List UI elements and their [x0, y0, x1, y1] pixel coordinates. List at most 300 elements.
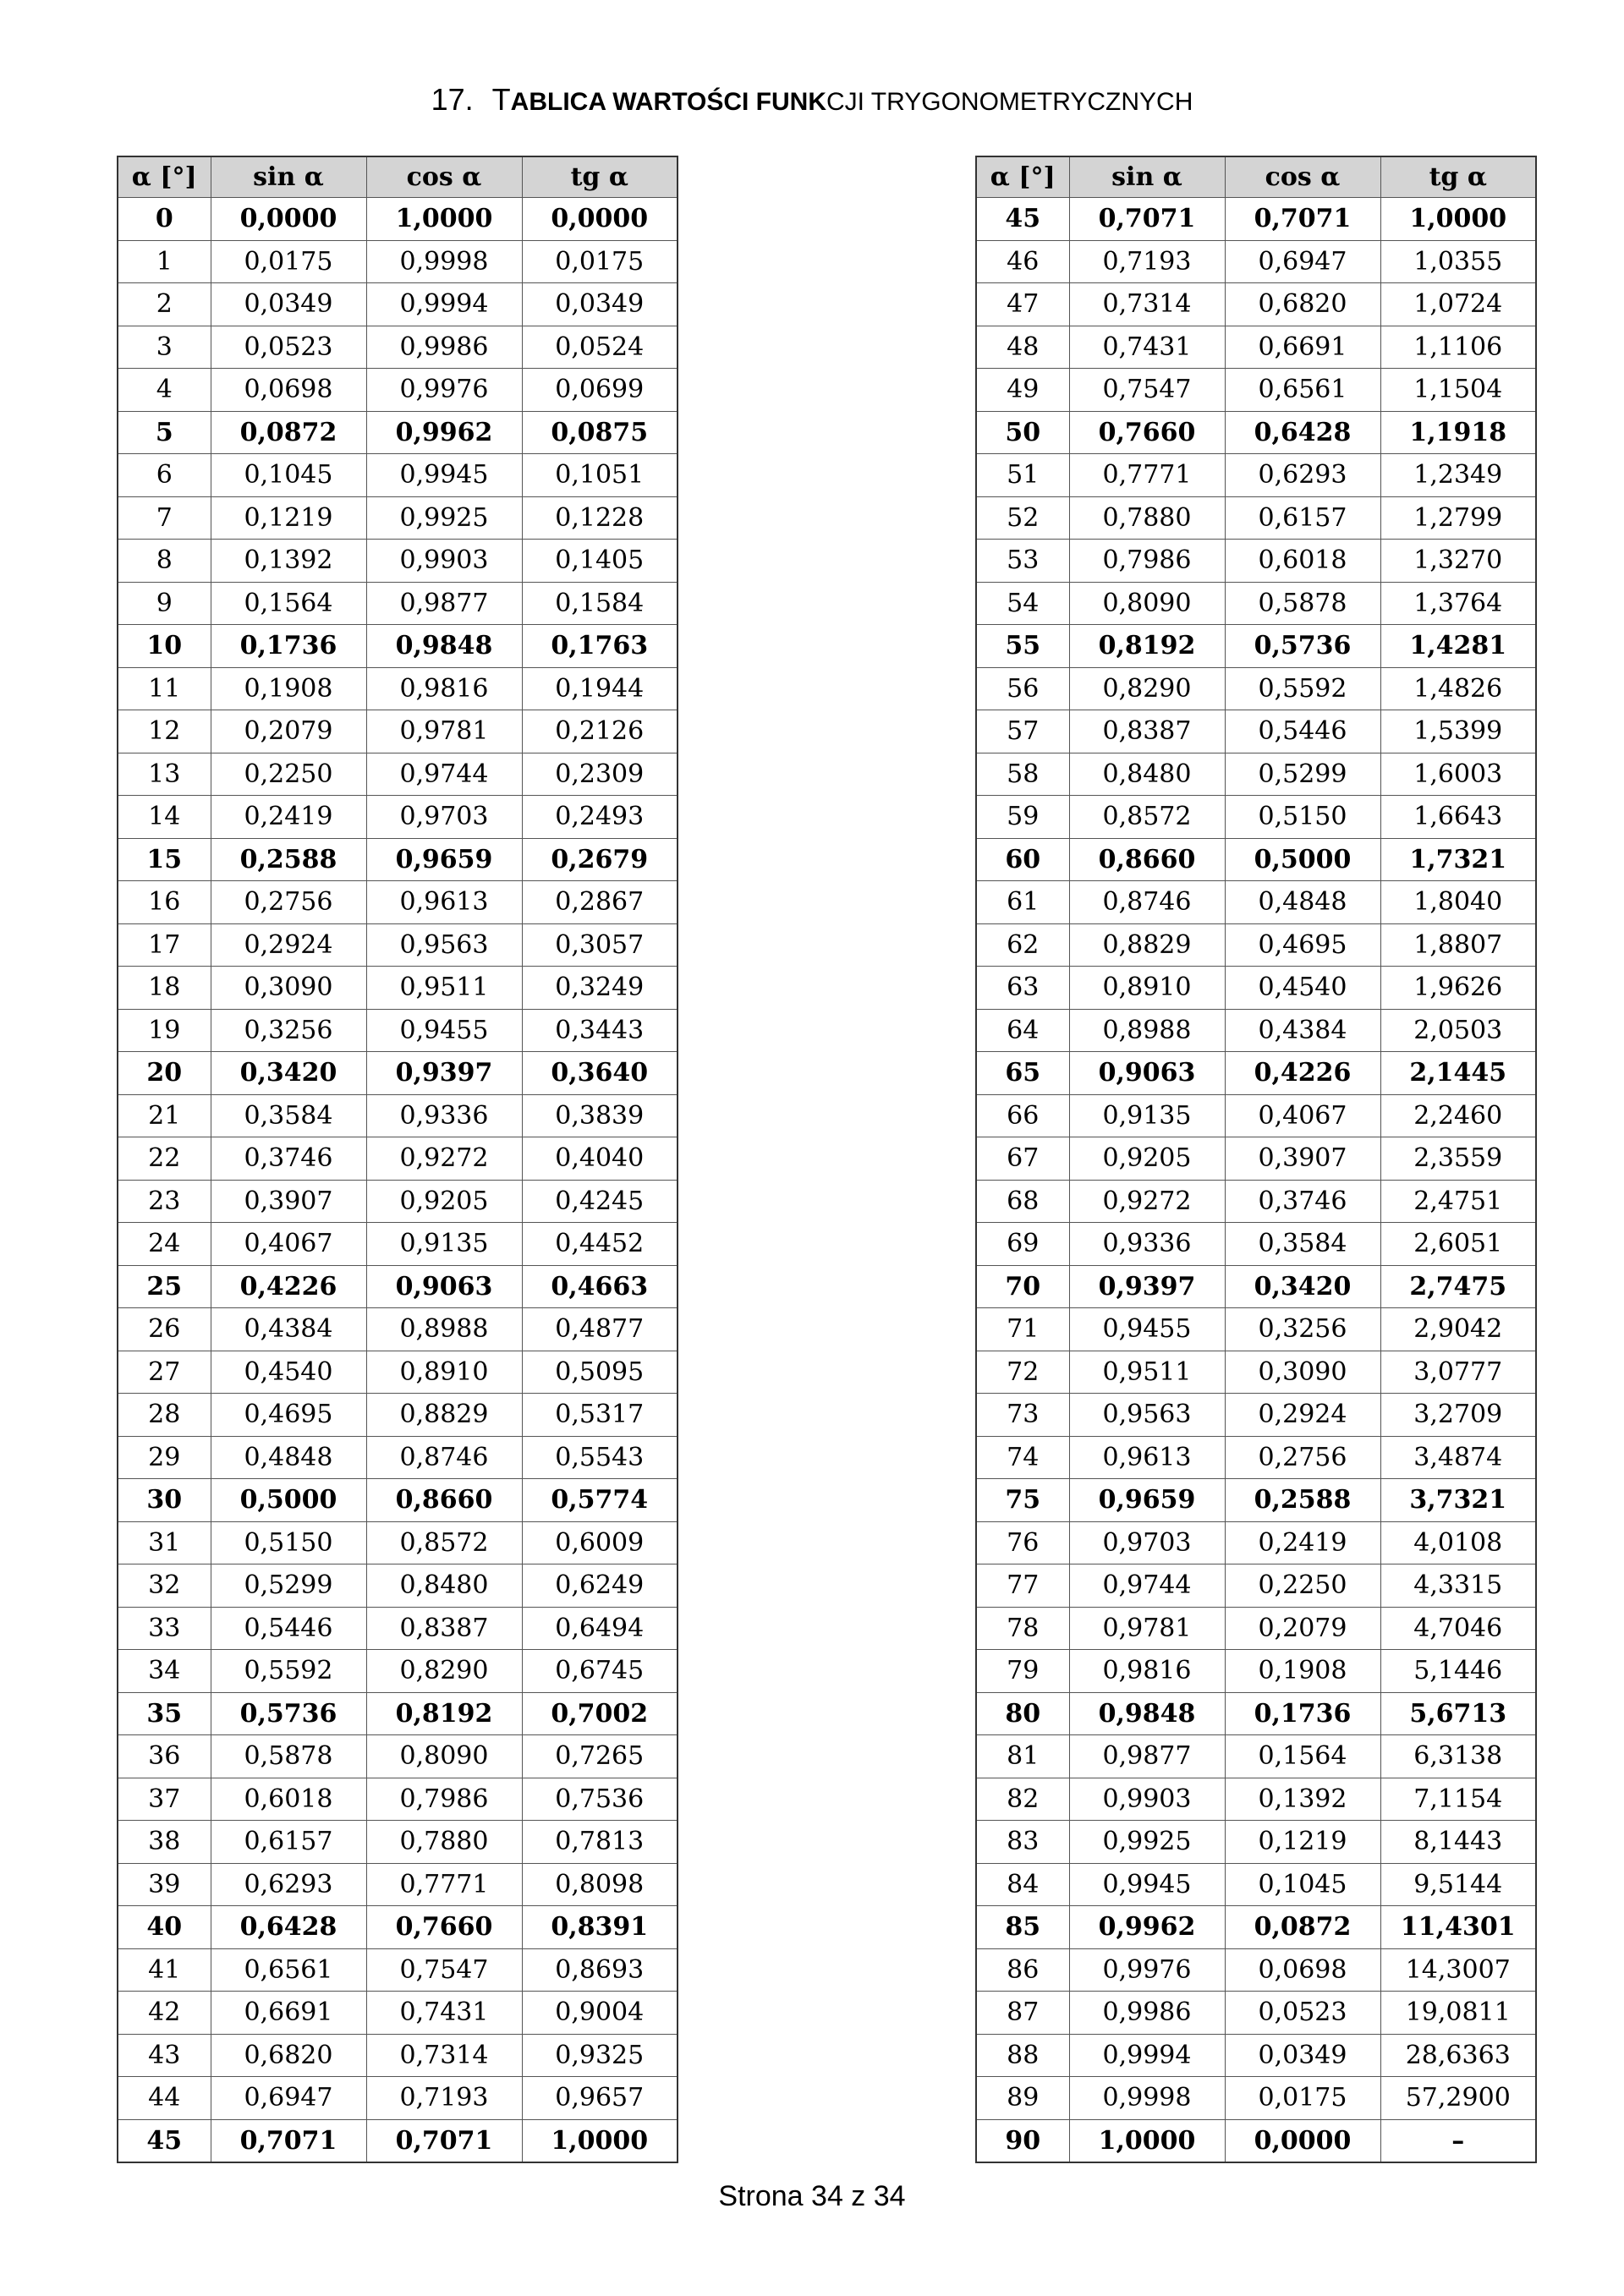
cell-tg: 0,5774	[522, 1479, 678, 1522]
cell-tg: 0,1405	[522, 540, 678, 583]
table-header-row	[976, 156, 1536, 198]
cell-cos: 0,2079	[1225, 1607, 1380, 1650]
cell-sin: 0,7880	[1069, 496, 1225, 540]
cell-tg: 1,2799	[1380, 496, 1536, 540]
cell-angle: 85	[976, 1906, 1069, 1949]
cell-sin: 0,8090	[1069, 582, 1225, 625]
cell-tg: 2,1445	[1380, 1052, 1536, 1095]
cell-sin: 0,8910	[1069, 967, 1225, 1010]
cell-angle: 40	[118, 1906, 211, 1949]
table-row	[976, 1735, 1536, 1778]
cell-sin: 0,9511	[1069, 1351, 1225, 1394]
table-row	[118, 1351, 678, 1394]
cell-sin: 0,9063	[1069, 1052, 1225, 1095]
cell-sin: 0,3746	[211, 1137, 366, 1181]
cell-angle: 60	[976, 838, 1069, 881]
trig-table-right	[975, 156, 1537, 2163]
cell-tg: 0,9657	[522, 2077, 678, 2120]
table-row	[118, 1479, 678, 1522]
cell-sin: 0,3907	[211, 1180, 366, 1223]
cell-cos: 0,9962	[366, 411, 522, 454]
cell-tg: 0,0524	[522, 326, 678, 369]
cell-cos: 0,2924	[1225, 1394, 1380, 1437]
cell-cos: 0,9511	[366, 967, 522, 1010]
cell-tg: 0,2867	[522, 881, 678, 924]
cell-angle: 56	[976, 667, 1069, 710]
cell-angle: 50	[976, 411, 1069, 454]
cell-tg: 0,3443	[522, 1009, 678, 1052]
cell-cos: 0,3256	[1225, 1308, 1380, 1351]
cell-tg: 6,3138	[1380, 1735, 1536, 1778]
cell-sin: 0,3420	[211, 1052, 366, 1095]
table-row	[976, 1521, 1536, 1564]
cell-cos: 0,6157	[1225, 496, 1380, 540]
table-row	[976, 326, 1536, 369]
cell-cos: 0,4384	[1225, 1009, 1380, 1052]
cell-angle: 30	[118, 1479, 211, 1522]
header-cos: cos α	[1225, 156, 1380, 198]
table-row	[118, 1692, 678, 1735]
cell-tg: 8,1443	[1380, 1821, 1536, 1864]
cell-angle: 38	[118, 1821, 211, 1864]
cell-angle: 89	[976, 2077, 1069, 2120]
cell-angle: 79	[976, 1650, 1069, 1693]
cell-tg: 1,1106	[1380, 326, 1536, 369]
table-row	[976, 881, 1536, 924]
cell-sin: 0,9945	[1069, 1863, 1225, 1906]
cell-sin: 0,7771	[1069, 454, 1225, 497]
cell-sin: 0,9703	[1069, 1521, 1225, 1564]
cell-tg: 1,1504	[1380, 369, 1536, 412]
cell-angle: 27	[118, 1351, 211, 1394]
table-row	[118, 1992, 678, 2035]
cell-sin: 0,2250	[211, 753, 366, 796]
cell-sin: 0,3090	[211, 967, 366, 1010]
cell-tg: 1,6003	[1380, 753, 1536, 796]
cell-tg: 0,7813	[522, 1821, 678, 1864]
cell-tg: 0,2679	[522, 838, 678, 881]
cell-tg: 1,2349	[1380, 454, 1536, 497]
table-row	[118, 283, 678, 326]
table-row	[118, 1394, 678, 1437]
cell-tg: 1,0000	[522, 2119, 678, 2162]
cell-tg: 0,0175	[522, 240, 678, 283]
cell-angle: 22	[118, 1137, 211, 1181]
cell-angle: 36	[118, 1735, 211, 1778]
cell-cos: 0,1908	[1225, 1650, 1380, 1693]
cell-sin: 0,1908	[211, 667, 366, 710]
cell-cos: 0,9998	[366, 240, 522, 283]
cell-tg: 0,3640	[522, 1052, 678, 1095]
cell-sin: 0,9903	[1069, 1778, 1225, 1821]
table-row	[118, 1308, 678, 1351]
cell-sin: 0,8660	[1069, 838, 1225, 881]
cell-sin: 1,0000	[1069, 2119, 1225, 2162]
cell-sin: 0,4848	[211, 1436, 366, 1479]
table-row	[976, 283, 1536, 326]
cell-sin: 0,5150	[211, 1521, 366, 1564]
cell-angle: 16	[118, 881, 211, 924]
cell-sin: 0,6820	[211, 2034, 366, 2077]
cell-cos: 0,1736	[1225, 1692, 1380, 1735]
table-row	[118, 1521, 678, 1564]
table-row	[976, 1607, 1536, 1650]
table-row	[976, 1052, 1536, 1095]
cell-cos: 0,5299	[1225, 753, 1380, 796]
cell-cos: 0,9903	[366, 540, 522, 583]
cell-tg: 0,7265	[522, 1735, 678, 1778]
cell-cos: 0,9816	[366, 667, 522, 710]
cell-sin: 0,4384	[211, 1308, 366, 1351]
table-row	[976, 411, 1536, 454]
cell-tg: 0,4663	[522, 1265, 678, 1308]
cell-sin: 0,9848	[1069, 1692, 1225, 1735]
cell-tg: 7,1154	[1380, 1778, 1536, 1821]
cell-tg: 2,7475	[1380, 1265, 1536, 1308]
table-row	[118, 753, 678, 796]
cell-angle: 29	[118, 1436, 211, 1479]
cell-cos: 0,7071	[366, 2119, 522, 2162]
table-row	[976, 1906, 1536, 1949]
cell-tg: 0,7536	[522, 1778, 678, 1821]
cell-sin: 0,1736	[211, 625, 366, 668]
cell-angle: 2	[118, 283, 211, 326]
cell-cos: 0,8829	[366, 1394, 522, 1437]
cell-angle: 45	[976, 198, 1069, 241]
cell-sin: 0,2588	[211, 838, 366, 881]
cell-angle: 37	[118, 1778, 211, 1821]
cell-sin: 0,0698	[211, 369, 366, 412]
table-row	[976, 1308, 1536, 1351]
cell-angle: 5	[118, 411, 211, 454]
cell-cos: 0,8988	[366, 1308, 522, 1351]
cell-sin: 0,1564	[211, 582, 366, 625]
cell-cos: 0,0698	[1225, 1948, 1380, 1992]
table-row	[976, 796, 1536, 839]
cell-angle: 76	[976, 1521, 1069, 1564]
cell-cos: 0,9994	[366, 283, 522, 326]
cell-cos: 0,5150	[1225, 796, 1380, 839]
cell-tg: 1,5399	[1380, 710, 1536, 753]
cell-cos: 0,8746	[366, 1436, 522, 1479]
cell-sin: 0,7660	[1069, 411, 1225, 454]
cell-tg: 1,3764	[1380, 582, 1536, 625]
cell-angle: 82	[976, 1778, 1069, 1821]
cell-cos: 0,7771	[366, 1863, 522, 1906]
cell-cos: 0,4067	[1225, 1094, 1380, 1137]
cell-cos: 0,9848	[366, 625, 522, 668]
cell-tg: 0,1763	[522, 625, 678, 668]
table-row	[118, 1778, 678, 1821]
cell-angle: 62	[976, 923, 1069, 967]
table-row	[976, 1863, 1536, 1906]
cell-cos: 0,5878	[1225, 582, 1380, 625]
cell-cos: 0,5592	[1225, 667, 1380, 710]
cell-angle: 59	[976, 796, 1069, 839]
cell-tg: 0,6494	[522, 1607, 678, 1650]
table-row	[976, 1564, 1536, 1608]
cell-angle: 61	[976, 881, 1069, 924]
cell-angle: 44	[118, 2077, 211, 2120]
cell-angle: 48	[976, 326, 1069, 369]
cell-angle: 73	[976, 1394, 1069, 1437]
table-row	[118, 198, 678, 241]
cell-sin: 0,8387	[1069, 710, 1225, 753]
cell-angle: 6	[118, 454, 211, 497]
cell-angle: 87	[976, 1992, 1069, 2035]
table-row	[118, 1948, 678, 1992]
cell-sin: 0,8192	[1069, 625, 1225, 668]
cell-tg: 0,1051	[522, 454, 678, 497]
cell-tg: 0,8693	[522, 1948, 678, 1992]
table-row	[976, 1137, 1536, 1181]
cell-angle: 77	[976, 1564, 1069, 1608]
cell-sin: 0,8829	[1069, 923, 1225, 967]
cell-tg: –	[1380, 2119, 1536, 2162]
cell-tg: 1,4826	[1380, 667, 1536, 710]
table-row	[976, 967, 1536, 1010]
table-row	[118, 2119, 678, 2162]
cell-tg: 3,7321	[1380, 1479, 1536, 1522]
cell-cos: 0,6428	[1225, 411, 1380, 454]
cell-tg: 0,0875	[522, 411, 678, 454]
cell-tg: 0,3057	[522, 923, 678, 967]
cell-angle: 47	[976, 283, 1069, 326]
cell-cos: 0,9455	[366, 1009, 522, 1052]
table-row	[976, 2034, 1536, 2077]
cell-sin: 0,9455	[1069, 1308, 1225, 1351]
table-row	[118, 1052, 678, 1095]
cell-cos: 0,0523	[1225, 1992, 1380, 2035]
cell-sin: 0,5878	[211, 1735, 366, 1778]
table-row	[976, 1009, 1536, 1052]
cell-angle: 23	[118, 1180, 211, 1223]
table-row	[976, 1821, 1536, 1864]
cell-sin: 0,9135	[1069, 1094, 1225, 1137]
cell-tg: 0,0699	[522, 369, 678, 412]
cell-sin: 0,1045	[211, 454, 366, 497]
cell-sin: 0,9272	[1069, 1180, 1225, 1223]
cell-tg: 1,0724	[1380, 283, 1536, 326]
cell-cos: 0,9272	[366, 1137, 522, 1181]
cell-cos: 0,8192	[366, 1692, 522, 1735]
cell-sin: 0,4067	[211, 1223, 366, 1266]
header-angle: α [°]	[118, 156, 211, 198]
cell-angle: 24	[118, 1223, 211, 1266]
cell-tg: 1,4281	[1380, 625, 1536, 668]
cell-tg: 0,7002	[522, 1692, 678, 1735]
table-row	[118, 240, 678, 283]
cell-cos: 0,0872	[1225, 1906, 1380, 1949]
cell-angle: 10	[118, 625, 211, 668]
cell-angle: 72	[976, 1351, 1069, 1394]
title-bold-part: ABLICA WARTOŚCI FUNK	[510, 88, 826, 116]
cell-sin: 0,0872	[211, 411, 366, 454]
cell-cos: 0,9744	[366, 753, 522, 796]
cell-tg: 0,4245	[522, 1180, 678, 1223]
cell-cos: 0,2419	[1225, 1521, 1380, 1564]
cell-sin: 0,5592	[211, 1650, 366, 1693]
table-row	[118, 625, 678, 668]
cell-sin: 0,9986	[1069, 1992, 1225, 2035]
table-row	[118, 369, 678, 412]
table-row	[976, 540, 1536, 583]
cell-cos: 0,3907	[1225, 1137, 1380, 1181]
cell-angle: 18	[118, 967, 211, 1010]
cell-sin: 0,6428	[211, 1906, 366, 1949]
table-row	[976, 667, 1536, 710]
cell-cos: 0,1392	[1225, 1778, 1380, 1821]
cell-sin: 0,9336	[1069, 1223, 1225, 1266]
cell-cos: 0,7071	[1225, 198, 1380, 241]
cell-sin: 0,9205	[1069, 1137, 1225, 1181]
cell-cos: 0,8090	[366, 1735, 522, 1778]
cell-sin: 0,9998	[1069, 2077, 1225, 2120]
cell-tg: 9,5144	[1380, 1863, 1536, 1906]
cell-angle: 53	[976, 540, 1069, 583]
cell-angle: 51	[976, 454, 1069, 497]
cell-tg: 0,4452	[522, 1223, 678, 1266]
cell-sin: 0,2419	[211, 796, 366, 839]
cell-angle: 86	[976, 1948, 1069, 1992]
cell-angle: 43	[118, 2034, 211, 2077]
cell-tg: 1,0000	[1380, 198, 1536, 241]
cell-angle: 88	[976, 2034, 1069, 2077]
cell-sin: 0,9781	[1069, 1607, 1225, 1650]
cell-angle: 32	[118, 1564, 211, 1608]
cell-cos: 0,0000	[1225, 2119, 1380, 2162]
cell-sin: 0,7071	[211, 2119, 366, 2162]
cell-angle: 7	[118, 496, 211, 540]
table-row	[118, 540, 678, 583]
cell-sin: 0,8290	[1069, 667, 1225, 710]
cell-angle: 19	[118, 1009, 211, 1052]
cell-cos: 0,4540	[1225, 967, 1380, 1010]
cell-cos: 0,9781	[366, 710, 522, 753]
cell-cos: 0,4226	[1225, 1052, 1380, 1095]
cell-tg: 1,3270	[1380, 540, 1536, 583]
cell-cos: 0,1219	[1225, 1821, 1380, 1864]
cell-angle: 80	[976, 1692, 1069, 1735]
cell-cos: 0,1564	[1225, 1735, 1380, 1778]
table-header-row	[118, 156, 678, 198]
cell-cos: 0,9063	[366, 1265, 522, 1308]
table-row	[976, 198, 1536, 241]
cell-tg: 1,8040	[1380, 881, 1536, 924]
cell-angle: 39	[118, 1863, 211, 1906]
cell-sin: 0,9397	[1069, 1265, 1225, 1308]
cell-tg: 2,3559	[1380, 1137, 1536, 1181]
table-row	[976, 1223, 1536, 1266]
cell-tg: 0,5543	[522, 1436, 678, 1479]
table-row	[976, 454, 1536, 497]
cell-tg: 0,9325	[522, 2034, 678, 2077]
cell-angle: 31	[118, 1521, 211, 1564]
cell-cos: 0,6820	[1225, 283, 1380, 326]
cell-sin: 0,8572	[1069, 796, 1225, 839]
cell-angle: 28	[118, 1394, 211, 1437]
table-row	[118, 582, 678, 625]
cell-sin: 0,5736	[211, 1692, 366, 1735]
cell-cos: 0,3090	[1225, 1351, 1380, 1394]
cell-cos: 0,9336	[366, 1094, 522, 1137]
cell-sin: 0,9659	[1069, 1479, 1225, 1522]
cell-sin: 0,7547	[1069, 369, 1225, 412]
table-row	[976, 369, 1536, 412]
cell-sin: 0,2756	[211, 881, 366, 924]
cell-cos: 0,0175	[1225, 2077, 1380, 2120]
cell-cos: 0,9703	[366, 796, 522, 839]
cell-cos: 0,6018	[1225, 540, 1380, 583]
cell-angle: 78	[976, 1607, 1069, 1650]
cell-angle: 42	[118, 1992, 211, 2035]
table-row	[118, 1180, 678, 1223]
cell-cos: 0,2588	[1225, 1479, 1380, 1522]
cell-cos: 1,0000	[366, 198, 522, 241]
cell-angle: 54	[976, 582, 1069, 625]
cell-sin: 0,6293	[211, 1863, 366, 1906]
table-row	[118, 1607, 678, 1650]
table-row	[118, 796, 678, 839]
table-row	[118, 1137, 678, 1181]
cell-angle: 68	[976, 1180, 1069, 1223]
cell-tg: 11,4301	[1380, 1906, 1536, 1949]
cell-cos: 0,5000	[1225, 838, 1380, 881]
table-row	[976, 1436, 1536, 1479]
cell-cos: 0,7660	[366, 1906, 522, 1949]
cell-tg: 4,0108	[1380, 1521, 1536, 1564]
table-row	[118, 1735, 678, 1778]
table-row	[976, 1479, 1536, 1522]
cell-cos: 0,9613	[366, 881, 522, 924]
page-footer: Strona 34 z 34	[718, 2180, 906, 2212]
cell-angle: 57	[976, 710, 1069, 753]
cell-sin: 0,9563	[1069, 1394, 1225, 1437]
cell-angle: 26	[118, 1308, 211, 1351]
table-row	[976, 1394, 1536, 1437]
cell-sin: 0,9613	[1069, 1436, 1225, 1479]
cell-cos: 0,9986	[366, 326, 522, 369]
cell-angle: 35	[118, 1692, 211, 1735]
table-row	[118, 1650, 678, 1693]
table-row	[976, 1692, 1536, 1735]
table-row	[976, 1992, 1536, 2035]
table-row	[118, 2077, 678, 2120]
table-row	[976, 1948, 1536, 1992]
cell-tg: 0,0349	[522, 283, 678, 326]
table-row	[118, 1564, 678, 1608]
cell-cos: 0,6561	[1225, 369, 1380, 412]
cell-tg: 1,8807	[1380, 923, 1536, 967]
table-row	[976, 1650, 1536, 1693]
cell-cos: 0,5736	[1225, 625, 1380, 668]
cell-angle: 52	[976, 496, 1069, 540]
cell-angle: 71	[976, 1308, 1069, 1351]
cell-tg: 0,8098	[522, 1863, 678, 1906]
cell-cos: 0,3420	[1225, 1265, 1380, 1308]
cell-cos: 0,9945	[366, 454, 522, 497]
cell-sin: 0,0175	[211, 240, 366, 283]
cell-angle: 41	[118, 1948, 211, 1992]
cell-sin: 0,1219	[211, 496, 366, 540]
cell-angle: 84	[976, 1863, 1069, 1906]
cell-cos: 0,8572	[366, 1521, 522, 1564]
cell-cos: 0,7314	[366, 2034, 522, 2077]
table-row	[976, 1180, 1536, 1223]
cell-sin: 0,5446	[211, 1607, 366, 1650]
cell-sin: 0,9816	[1069, 1650, 1225, 1693]
cell-angle: 49	[976, 369, 1069, 412]
